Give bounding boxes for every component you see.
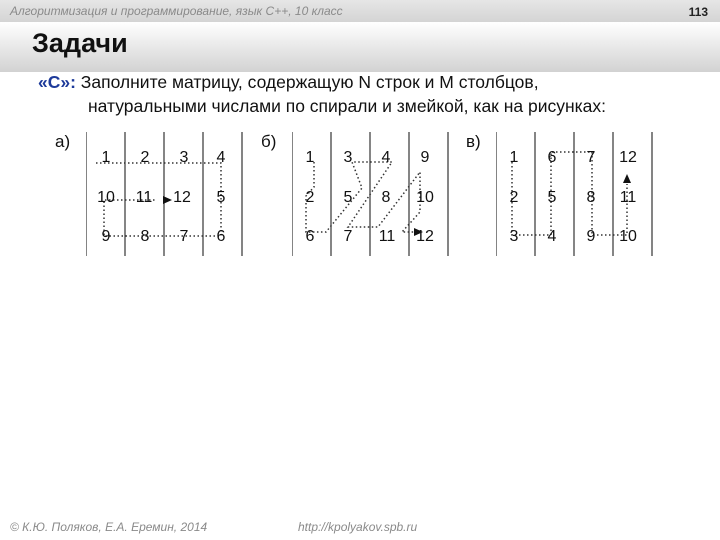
matrix-diagonal-snake	[292, 132, 452, 256]
cell-a-0-1: 2	[140, 149, 150, 166]
cell-a-0-3: 4	[216, 149, 226, 166]
cell-a-2-3: 6	[216, 228, 226, 245]
cell-a-2-2: 7	[179, 228, 189, 245]
cell-c-2-0: 3	[509, 228, 519, 245]
matrix-spiral	[86, 132, 246, 256]
panel-label-b: б)	[261, 132, 277, 151]
cell-c-2-1: 4	[547, 228, 557, 245]
cell-c-1-0: 2	[509, 189, 519, 206]
cell-c-1-2: 8	[586, 189, 596, 206]
cell-c-2-2: 9	[586, 228, 596, 245]
cell-c-0-0: 1	[509, 149, 519, 166]
cell-c-0-3: 12	[619, 149, 637, 166]
cell-b-0-3: 9	[420, 149, 430, 166]
cell-b-1-0: 2	[305, 189, 315, 206]
cell-a-2-0: 9	[101, 228, 111, 245]
page-number: 113	[688, 5, 708, 19]
matrix-vertical-snake	[496, 132, 656, 256]
cell-b-2-3: 12	[416, 228, 434, 245]
task-line-1	[38, 72, 539, 93]
panel-label-a: а)	[55, 132, 71, 151]
cell-a-0-2: 3	[179, 149, 189, 166]
cell-c-2-3: 10	[619, 228, 637, 245]
cell-b-0-0: 1	[305, 149, 315, 166]
task-label: «С»:	[38, 72, 76, 92]
cell-a-1-0: 10	[97, 189, 115, 206]
panel-label-c: в)	[466, 132, 481, 151]
cell-a-1-3: 5	[216, 189, 226, 206]
cell-b-2-0: 6	[305, 228, 315, 245]
cell-a-2-1: 8	[140, 228, 150, 245]
task-line-2: натуральными числами по спирали и змейкой, как на рисунках:	[88, 96, 607, 116]
cell-c-0-2: 7	[586, 149, 596, 166]
cell-b-2-2: 11	[378, 228, 396, 245]
footer-url[interactable]: http://kpolyakov.spb.ru	[298, 520, 418, 534]
cell-c-0-1: 6	[547, 149, 557, 166]
cell-b-1-2: 8	[381, 189, 391, 206]
cell-b-1-3: 10	[416, 189, 434, 206]
slide-title: Задачи	[32, 28, 128, 58]
task-text-1: Заполните матрицу, содержащую N строк и M столбцов,	[75, 72, 539, 92]
cell-a-1-2: 12	[173, 189, 191, 206]
footer-authors: © К.Ю. Поляков, Е.А. Еремин, 2014	[10, 520, 208, 534]
header-bar	[0, 0, 720, 22]
cell-a-0-0: 1	[101, 149, 111, 166]
cell-c-1-3: 11	[619, 189, 637, 206]
cell-b-2-1: 7	[343, 228, 353, 245]
cell-b-1-1: 5	[343, 189, 353, 206]
cell-a-1-1: 11	[135, 189, 153, 206]
cell-b-0-2: 4	[381, 149, 391, 166]
cell-b-0-1: 3	[343, 149, 353, 166]
course-title: Алгоритмизация и программирование, язык С++, 10 класс	[10, 4, 343, 18]
cell-c-1-1: 5	[547, 189, 557, 206]
